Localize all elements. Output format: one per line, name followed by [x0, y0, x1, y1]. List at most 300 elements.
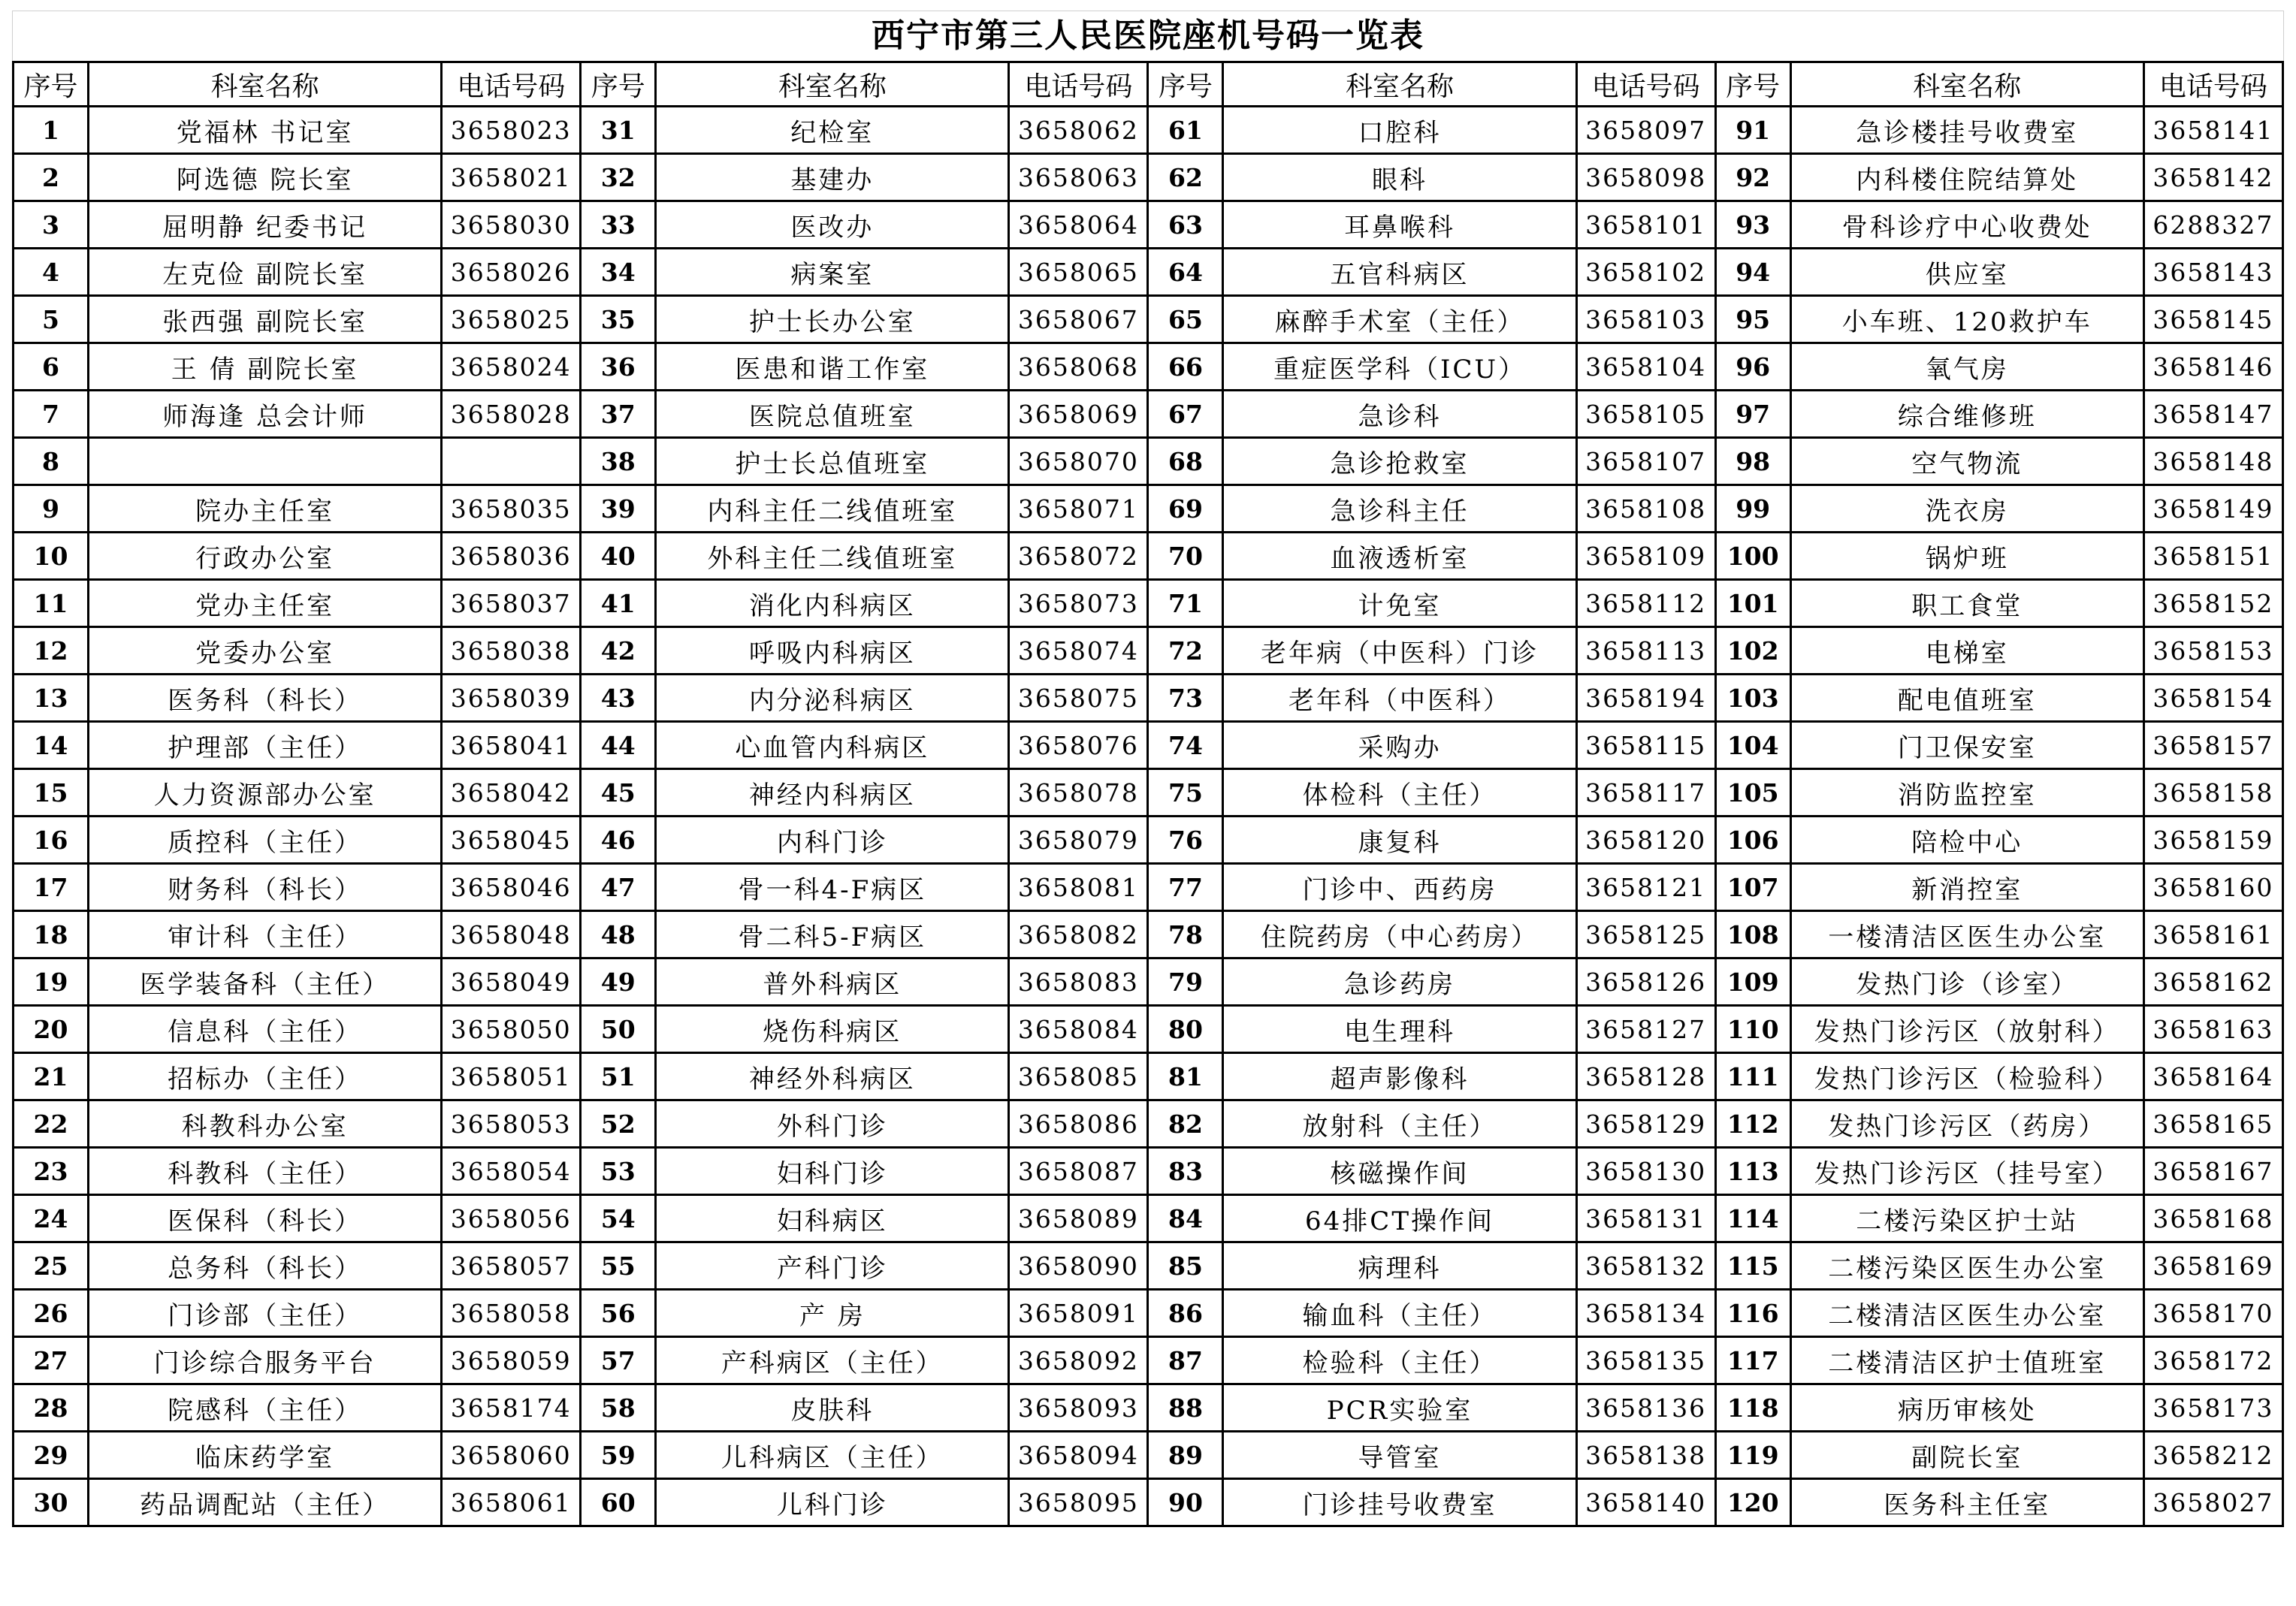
row-index: 92: [1715, 154, 1790, 201]
row-index: 6: [14, 343, 89, 391]
phone-number: 3658194: [1576, 675, 1715, 722]
department-name: 64排CT操作间: [1223, 1195, 1576, 1242]
department-name: 妇科病区: [656, 1195, 1009, 1242]
department-name: 师海逢 总会计师: [89, 391, 442, 438]
row-index: 5: [14, 296, 89, 343]
row-index: 61: [1148, 107, 1223, 154]
department-name: 职工食堂: [1790, 580, 2143, 627]
department-name: 血液透析室: [1223, 533, 1576, 580]
index-header: 序号: [14, 62, 89, 107]
row-index: 14: [14, 722, 89, 769]
table-row: [14, 1053, 2283, 1100]
department-name: 消化内科病区: [656, 580, 1009, 627]
row-index: 45: [581, 769, 656, 817]
department-name: 心血管内科病区: [656, 722, 1009, 769]
table-row: [14, 485, 2283, 533]
phone-number: 3658069: [1009, 391, 1148, 438]
phone-number: 3658127: [1576, 1006, 1715, 1053]
table-row: [14, 627, 2283, 675]
row-index: 78: [1148, 911, 1223, 958]
page-title: 西宁市第三人民医院座机号码一览表: [12, 11, 2284, 61]
phone-number: 3658082: [1009, 911, 1148, 958]
department-name: 计免室: [1223, 580, 1576, 627]
department-name: 供应室: [1790, 249, 2143, 296]
phone-number: 3658159: [2143, 817, 2282, 864]
row-index: 35: [581, 296, 656, 343]
phone-number: 3658117: [1576, 769, 1715, 817]
phone-number: 3658104: [1576, 343, 1715, 391]
phone-number: 3658158: [2143, 769, 2282, 817]
table-row: [14, 343, 2283, 391]
row-index: 101: [1715, 580, 1790, 627]
department-name: 急诊科主任: [1223, 485, 1576, 533]
phone-number: 3658091: [1009, 1290, 1148, 1337]
department-name: 屈明静 纪委书记: [89, 201, 442, 249]
phone-number: 3658068: [1009, 343, 1148, 391]
phone-number: 3658061: [442, 1479, 581, 1526]
phone-number: 3658074: [1009, 627, 1148, 675]
phone-number: 3658093: [1009, 1384, 1148, 1432]
phone-number: 3658167: [2143, 1148, 2282, 1195]
department-name: 烧伤科病区: [656, 1006, 1009, 1053]
department-name: 医患和谐工作室: [656, 343, 1009, 391]
department-name: 康复科: [1223, 817, 1576, 864]
phone-number: 3658048: [442, 911, 581, 958]
table-row: [14, 1384, 2283, 1432]
department-name: 护理部（主任）: [89, 722, 442, 769]
phone-number: 3658126: [1576, 958, 1715, 1006]
department-name: PCR实验室: [1223, 1384, 1576, 1432]
row-index: 1: [14, 107, 89, 154]
row-index: 8: [14, 438, 89, 485]
department-name: 五官科病区: [1223, 249, 1576, 296]
department-header: 科室名称: [1790, 62, 2143, 107]
phone-number: 3658064: [1009, 201, 1148, 249]
row-index: 110: [1715, 1006, 1790, 1053]
row-index: 74: [1148, 722, 1223, 769]
phone-number: 3658072: [1009, 533, 1148, 580]
phone-header: 电话号码: [1009, 62, 1148, 107]
phone-number: 3658037: [442, 580, 581, 627]
table-row: [14, 911, 2283, 958]
phone-number: 3658108: [1576, 485, 1715, 533]
row-index: 41: [581, 580, 656, 627]
department-name: 临床药学室: [89, 1432, 442, 1479]
row-index: 23: [14, 1148, 89, 1195]
table-row: [14, 722, 2283, 769]
table-row: [14, 1242, 2283, 1290]
department-name: 住院药房（中心药房）: [1223, 911, 1576, 958]
table-row: [14, 1290, 2283, 1337]
department-name: 陪检中心: [1790, 817, 2143, 864]
table-row: [14, 769, 2283, 817]
phone-number: 3658148: [2143, 438, 2282, 485]
phone-number: 3658049: [442, 958, 581, 1006]
department-name: 发热门诊污区（放射科）: [1790, 1006, 2143, 1053]
phone-number: 3658035: [442, 485, 581, 533]
phone-number: 3658145: [2143, 296, 2282, 343]
department-name: 张西强 副院长室: [89, 296, 442, 343]
row-index: 66: [1148, 343, 1223, 391]
department-name: [89, 438, 442, 485]
row-index: 68: [1148, 438, 1223, 485]
phone-number: 3658212: [2143, 1432, 2282, 1479]
table-row: [14, 1479, 2283, 1526]
phone-number: 3658024: [442, 343, 581, 391]
department-name: 发热门诊污区（药房）: [1790, 1100, 2143, 1148]
row-index: 107: [1715, 864, 1790, 911]
phone-number: 3658130: [1576, 1148, 1715, 1195]
row-index: 80: [1148, 1006, 1223, 1053]
row-index: 113: [1715, 1148, 1790, 1195]
table-row: [14, 1432, 2283, 1479]
department-name: 病理科: [1223, 1242, 1576, 1290]
department-name: 老年科（中医科）: [1223, 675, 1576, 722]
row-index: 100: [1715, 533, 1790, 580]
phone-number: 3658105: [1576, 391, 1715, 438]
department-name: 眼科: [1223, 154, 1576, 201]
phone-number: 3658038: [442, 627, 581, 675]
row-index: 111: [1715, 1053, 1790, 1100]
phone-number: 3658141: [2143, 107, 2282, 154]
department-name: 基建办: [656, 154, 1009, 201]
phone-number: 3658079: [1009, 817, 1148, 864]
table-row: [14, 438, 2283, 485]
phone-number: 3658153: [2143, 627, 2282, 675]
department-name: 核磁操作间: [1223, 1148, 1576, 1195]
department-name: 二楼清洁区医生办公室: [1790, 1290, 2143, 1337]
table-row: [14, 296, 2283, 343]
department-name: 副院长室: [1790, 1432, 2143, 1479]
department-name: 二楼清洁区护士值班室: [1790, 1337, 2143, 1384]
row-index: 46: [581, 817, 656, 864]
row-index: 55: [581, 1242, 656, 1290]
department-name: 急诊抢救室: [1223, 438, 1576, 485]
department-name: 导管室: [1223, 1432, 1576, 1479]
department-header: 科室名称: [1223, 62, 1576, 107]
department-name: 二楼污染区护士站: [1790, 1195, 2143, 1242]
department-name: 新消控室: [1790, 864, 2143, 911]
row-index: 43: [581, 675, 656, 722]
row-index: 22: [14, 1100, 89, 1148]
phone-number: 3658136: [1576, 1384, 1715, 1432]
phone-number: 3658067: [1009, 296, 1148, 343]
department-name: 财务科（科长）: [89, 864, 442, 911]
department-header: 科室名称: [89, 62, 442, 107]
phone-number: 3658140: [1576, 1479, 1715, 1526]
department-name: 二楼污染区医生办公室: [1790, 1242, 2143, 1290]
phone-number: 3658109: [1576, 533, 1715, 580]
department-name: 妇科门诊: [656, 1148, 1009, 1195]
phone-number: 3658132: [1576, 1242, 1715, 1290]
phone-number: 3658081: [1009, 864, 1148, 911]
phone-number: 3658025: [442, 296, 581, 343]
row-index: 39: [581, 485, 656, 533]
row-index: 102: [1715, 627, 1790, 675]
phone-number: 3658092: [1009, 1337, 1148, 1384]
department-name: 麻醉手术室（主任）: [1223, 296, 1576, 343]
phone-number: 3658062: [1009, 107, 1148, 154]
department-name: 行政办公室: [89, 533, 442, 580]
phone-number: 3658161: [2143, 911, 2282, 958]
phone-number: 3658146: [2143, 343, 2282, 391]
table-row: [14, 1006, 2283, 1053]
department-name: 内科主任二线值班室: [656, 485, 1009, 533]
department-name: 审计科（主任）: [89, 911, 442, 958]
table-row: [14, 1337, 2283, 1384]
row-index: 115: [1715, 1242, 1790, 1290]
department-name: 骨一科4-F病区: [656, 864, 1009, 911]
row-index: 36: [581, 343, 656, 391]
phone-number: 3658149: [2143, 485, 2282, 533]
row-index: 72: [1148, 627, 1223, 675]
phone-number: 3658170: [2143, 1290, 2282, 1337]
phone-number: 3658057: [442, 1242, 581, 1290]
phone-number: 3658095: [1009, 1479, 1148, 1526]
phone-number: 3658098: [1576, 154, 1715, 201]
row-index: 32: [581, 154, 656, 201]
row-index: 79: [1148, 958, 1223, 1006]
phone-number: 3658084: [1009, 1006, 1148, 1053]
department-name: 党办主任室: [89, 580, 442, 627]
row-index: 17: [14, 864, 89, 911]
row-index: 119: [1715, 1432, 1790, 1479]
phone-number: 3658174: [442, 1384, 581, 1432]
phone-number: 3658101: [1576, 201, 1715, 249]
row-index: 53: [581, 1148, 656, 1195]
row-index: 20: [14, 1006, 89, 1053]
phone-number: 3658163: [2143, 1006, 2282, 1053]
department-name: 普外科病区: [656, 958, 1009, 1006]
department-name: 放射科（主任）: [1223, 1100, 1576, 1148]
department-name: 病历审核处: [1790, 1384, 2143, 1432]
department-name: 神经外科病区: [656, 1053, 1009, 1100]
phone-number: 3658070: [1009, 438, 1148, 485]
department-name: 采购办: [1223, 722, 1576, 769]
index-header: 序号: [1148, 62, 1223, 107]
phone-number: 3658073: [1009, 580, 1148, 627]
row-index: 98: [1715, 438, 1790, 485]
index-header: 序号: [1715, 62, 1790, 107]
phone-number: 3658060: [442, 1432, 581, 1479]
department-name: 发热门诊污区（挂号室）: [1790, 1148, 2143, 1195]
table-row: [14, 391, 2283, 438]
phone-number: 3658086: [1009, 1100, 1148, 1148]
row-index: 108: [1715, 911, 1790, 958]
department-name: 院感科（主任）: [89, 1384, 442, 1432]
table-row: [14, 1195, 2283, 1242]
department-name: 产 房: [656, 1290, 1009, 1337]
row-index: 94: [1715, 249, 1790, 296]
row-index: 3: [14, 201, 89, 249]
row-index: 97: [1715, 391, 1790, 438]
department-name: 人力资源部办公室: [89, 769, 442, 817]
phone-number: 3658046: [442, 864, 581, 911]
phone-number: 3658120: [1576, 817, 1715, 864]
phone-number: 3658128: [1576, 1053, 1715, 1100]
department-name: 发热门诊（诊室）: [1790, 958, 2143, 1006]
row-index: 85: [1148, 1242, 1223, 1290]
phone-number: 3658053: [442, 1100, 581, 1148]
phone-number: 3658134: [1576, 1290, 1715, 1337]
row-index: 114: [1715, 1195, 1790, 1242]
phone-number: 3658164: [2143, 1053, 2282, 1100]
table-row: [14, 864, 2283, 911]
department-name: 党委办公室: [89, 627, 442, 675]
phone-number: 3658165: [2143, 1100, 2282, 1148]
phone-number: 3658036: [442, 533, 581, 580]
department-name: 口腔科: [1223, 107, 1576, 154]
row-index: 88: [1148, 1384, 1223, 1432]
department-name: 综合维修班: [1790, 391, 2143, 438]
row-index: 99: [1715, 485, 1790, 533]
department-name: 产科病区（主任）: [656, 1337, 1009, 1384]
department-name: 检验科（主任）: [1223, 1337, 1576, 1384]
row-index: 21: [14, 1053, 89, 1100]
department-name: 锅炉班: [1790, 533, 2143, 580]
table-row: [14, 249, 2283, 296]
phone-number: 3658173: [2143, 1384, 2282, 1432]
department-name: 医务科主任室: [1790, 1479, 2143, 1526]
phone-number: [442, 438, 581, 485]
phone-number: 3658160: [2143, 864, 2282, 911]
row-index: 26: [14, 1290, 89, 1337]
row-index: 73: [1148, 675, 1223, 722]
table-row: [14, 201, 2283, 249]
phone-number: 3658028: [442, 391, 581, 438]
department-name: 院办主任室: [89, 485, 442, 533]
row-index: 34: [581, 249, 656, 296]
table-row: [14, 580, 2283, 627]
phone-directory-sheet: [12, 11, 2284, 1527]
row-index: 57: [581, 1337, 656, 1384]
department-name: 外科门诊: [656, 1100, 1009, 1148]
row-index: 71: [1148, 580, 1223, 627]
row-index: 38: [581, 438, 656, 485]
phone-header: 电话号码: [442, 62, 581, 107]
phone-number: 3658065: [1009, 249, 1148, 296]
row-index: 89: [1148, 1432, 1223, 1479]
phone-number: 3658089: [1009, 1195, 1148, 1242]
phone-number: 3658154: [2143, 675, 2282, 722]
row-index: 51: [581, 1053, 656, 1100]
phone-number: 3658135: [1576, 1337, 1715, 1384]
row-index: 81: [1148, 1053, 1223, 1100]
department-name: 内分泌科病区: [656, 675, 1009, 722]
phone-number: 3658045: [442, 817, 581, 864]
row-index: 33: [581, 201, 656, 249]
phone-number: 3658143: [2143, 249, 2282, 296]
index-header: 序号: [581, 62, 656, 107]
row-index: 90: [1148, 1479, 1223, 1526]
phone-number: 3658090: [1009, 1242, 1148, 1290]
phone-number: 3658026: [442, 249, 581, 296]
phone-number: 3658039: [442, 675, 581, 722]
row-index: 106: [1715, 817, 1790, 864]
phone-number: 3658172: [2143, 1337, 2282, 1384]
department-name: 体检科（主任）: [1223, 769, 1576, 817]
row-index: 52: [581, 1100, 656, 1148]
row-index: 63: [1148, 201, 1223, 249]
phone-number: 3658094: [1009, 1432, 1148, 1479]
department-name: 急诊科: [1223, 391, 1576, 438]
department-name: 医改办: [656, 201, 1009, 249]
department-name: 左克俭 副院长室: [89, 249, 442, 296]
row-index: 112: [1715, 1100, 1790, 1148]
department-name: 门诊部（主任）: [89, 1290, 442, 1337]
department-header: 科室名称: [656, 62, 1009, 107]
row-index: 13: [14, 675, 89, 722]
phone-number: 3658076: [1009, 722, 1148, 769]
row-index: 118: [1715, 1384, 1790, 1432]
phone-number: 3658169: [2143, 1242, 2282, 1290]
department-name: 超声影像科: [1223, 1053, 1576, 1100]
phone-number: 6288327: [2143, 201, 2282, 249]
row-index: 56: [581, 1290, 656, 1337]
department-name: 呼吸内科病区: [656, 627, 1009, 675]
row-index: 69: [1148, 485, 1223, 533]
phone-number: 3658023: [442, 107, 581, 154]
table-row: [14, 107, 2283, 154]
row-index: 87: [1148, 1337, 1223, 1384]
department-name: 急诊药房: [1223, 958, 1576, 1006]
phone-number: 3658042: [442, 769, 581, 817]
table-row: [14, 533, 2283, 580]
phone-number: 3658102: [1576, 249, 1715, 296]
department-name: 门诊综合服务平台: [89, 1337, 442, 1384]
row-index: 40: [581, 533, 656, 580]
row-index: 82: [1148, 1100, 1223, 1148]
row-index: 67: [1148, 391, 1223, 438]
phone-number: 3658051: [442, 1053, 581, 1100]
phone-number: 3658103: [1576, 296, 1715, 343]
row-index: 50: [581, 1006, 656, 1053]
row-index: 49: [581, 958, 656, 1006]
phone-number: 3658113: [1576, 627, 1715, 675]
table-row: [14, 817, 2283, 864]
row-index: 83: [1148, 1148, 1223, 1195]
phone-number: 3658085: [1009, 1053, 1148, 1100]
department-name: 外科主任二线值班室: [656, 533, 1009, 580]
row-index: 29: [14, 1432, 89, 1479]
row-index: 95: [1715, 296, 1790, 343]
phone-number: 3658087: [1009, 1148, 1148, 1195]
department-name: 一楼清洁区医生办公室: [1790, 911, 2143, 958]
department-name: 信息科（主任）: [89, 1006, 442, 1053]
phone-header: 电话号码: [2143, 62, 2282, 107]
row-index: 44: [581, 722, 656, 769]
department-name: 内科门诊: [656, 817, 1009, 864]
department-name: 王 倩 副院长室: [89, 343, 442, 391]
phone-number: 3658050: [442, 1006, 581, 1053]
row-index: 10: [14, 533, 89, 580]
phone-number: 3658058: [442, 1290, 581, 1337]
department-name: 重症医学科（ICU）: [1223, 343, 1576, 391]
table-row: [14, 154, 2283, 201]
phone-number: 3658131: [1576, 1195, 1715, 1242]
row-index: 48: [581, 911, 656, 958]
row-index: 25: [14, 1242, 89, 1290]
department-name: 门卫保安室: [1790, 722, 2143, 769]
department-name: 护士长总值班室: [656, 438, 1009, 485]
row-index: 4: [14, 249, 89, 296]
phone-number: 3658112: [1576, 580, 1715, 627]
table-row: [14, 675, 2283, 722]
department-name: 党福林 书记室: [89, 107, 442, 154]
phone-number: 3658125: [1576, 911, 1715, 958]
department-name: 护士长办公室: [656, 296, 1009, 343]
row-index: 28: [14, 1384, 89, 1432]
